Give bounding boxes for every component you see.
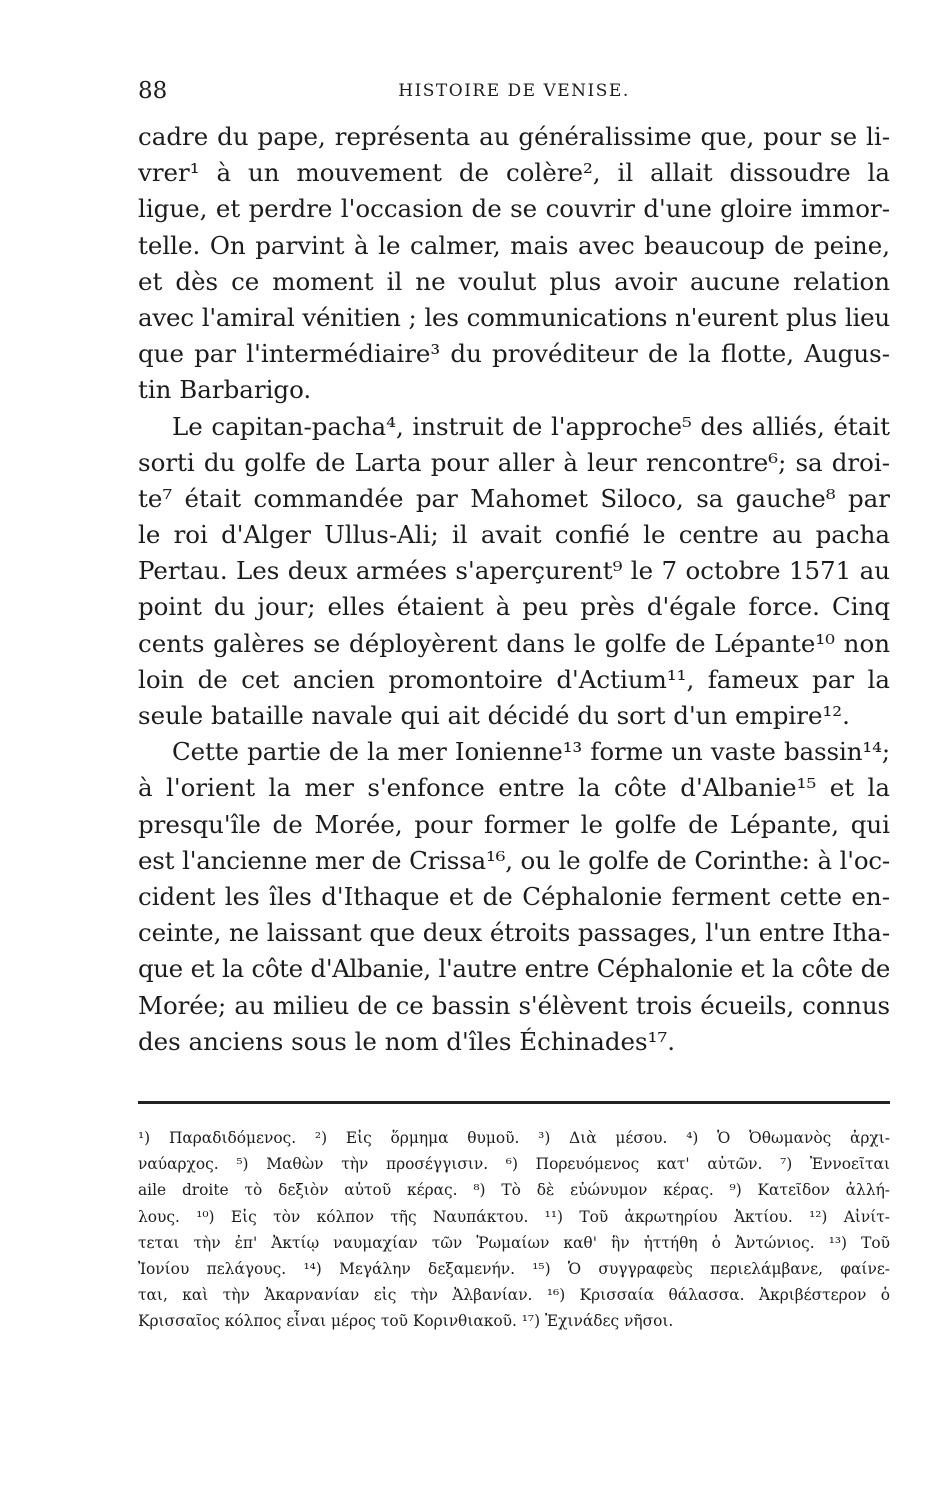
text-line: Le capitan-pacha⁴, instruit de l'approche⁵ des alliés, était [172,411,890,441]
footnote-line: ναύαρχος. ⁵) Μαθὼν τὴν προσέγγισιν. ⁶) Πορευόμενος κατ' αὐτῶν. ⁷) Ἐννοεῖται [138,1155,890,1174]
text-line: des anciens sous le nom d'îles Échinades¹⁷. [138,1026,676,1056]
text-line: presqu'île de Morée, pour former le golfe de Lépante, qui [138,809,890,839]
text-line: seule bataille navale qui ait décidé du sort d'un empire¹². [138,701,850,730]
footnote-rule [138,1101,890,1104]
footnote-line: Ἰονίου πελάγους. ¹⁴) Μεγάλην δεξαμενήν. ¹⁵) Ὁ συγγραφεὺς περιελάμβανε, φαίνε- [138,1259,890,1278]
text-line: que et la côte d'Albanie, l'autre entre Céphalonie et la côte de [138,954,890,984]
text-line: tin Barbarigo. [138,375,312,405]
footnote-line: τεται τὴν ἐπ' Ἀκτίῳ ναυμαχίαν τῶν Ῥωμαίων καθ' ἣν ἡττήθη ὁ Ἀντώνιος. ¹³) Τοῦ [138,1233,890,1252]
text-line: telle. On parvint à le calmer, mais avec beaucoup de peine, [138,230,890,260]
text-line: ligue, et perdre l'occasion de se couvrir d'une gloire immor- [138,194,890,224]
text-line: point du jour; elles étaient à peu près d'égale force. Cinq [138,592,890,622]
footnote-line: ¹) Παραδιδόμενος. ²) Εἰς ὅρμημα θυμοῦ. ³) Διὰ μέσου. ⁴) Ὁ Ὀθωμανὸς ἀρχι- [138,1129,890,1147]
running-title: HISTOIRE DE VENISE. [398,81,630,101]
text-line: cident les îles d'Ithaque et de Céphalonie ferment cette en- [138,881,890,911]
text-line: Cette partie de la mer Ionienne¹³ forme un vaste bassin¹⁴; [172,737,890,767]
text-line: avec l'amiral vénitien ; les communications n'eurent plus lieu [138,302,890,332]
text-line: vrer¹ à un mouvement de colère², il allait dissoudre la [138,158,890,188]
text-line: que par l'intermédiaire³ du provéditeur de la flotte, Augus- [138,339,890,369]
footnote-line: ται, καὶ τὴν Ἀκαρνανίαν εἰς τὴν Ἀλβανίαν. ¹⁶) Κρισσαία θάλασσα. Ἀκριβέστερον ὁ [138,1286,890,1305]
running-header [138,78,890,108]
text-line: Pertau. Les deux armées s'aperçurent⁹ le 7 octobre 1571 au [138,556,890,586]
page-number: 88 [138,78,168,104]
text-line: le roi d'Alger Ullus-Ali; il avait confié le centre au pacha [138,520,890,550]
text-line: à l'orient la mer s'enfonce entre la côte d'Albanie¹⁵ et la [138,773,890,803]
text-line: ceinte, ne laissant que deux étroits passages, l'un entre Itha- [138,918,890,948]
text-line: te⁷ était commandée par Mahomet Siloco, sa gauche⁸ par [138,483,890,513]
text-line: cadre du pape, représenta au généralissime que, pour se li- [138,122,890,151]
text-line: sorti du golfe de Larta pour aller à leur rencontre⁶; sa droi- [138,447,890,477]
text-line: Morée; au milieu de ce bassin s'élèvent trois écueils, connus [138,990,890,1020]
text-line: loin de cet ancien promontoire d'Actium¹¹, fameux par la [138,664,890,694]
footnotes [138,1125,890,1335]
text-line: est l'ancienne mer de Crissa¹⁶, ou le golfe de Corinthe: à l'oc- [138,845,890,875]
footnote-line: Κρισσαῖος κόλπος εἶναι μέρος τοῦ Κορινθιακοῦ. ¹⁷) Ἐχινάδες νῆσοι. [138,1312,674,1331]
footnote-line: λους. ¹⁰) Εἰς τὸν κόλπον τῆς Ναυπάκτου. ¹¹) Τοῦ ἀκρωτηρίου Ἀκτίου. ¹²) Αἰνίτ- [138,1207,890,1226]
footnote-line: aile droite τὸ δεξιὸν αὐτοῦ κέρας. ⁸) Τὸ δὲ εὐώνυμον κέρας. ⁹) Κατεῖδον ἀλλή- [138,1181,890,1200]
text-line: cents galères se déployèrent dans le golfe de Lépante¹⁰ non [138,628,890,658]
text-line: et dès ce moment il ne voulut plus avoir aucune relation [138,266,890,296]
body-text [138,119,890,1060]
